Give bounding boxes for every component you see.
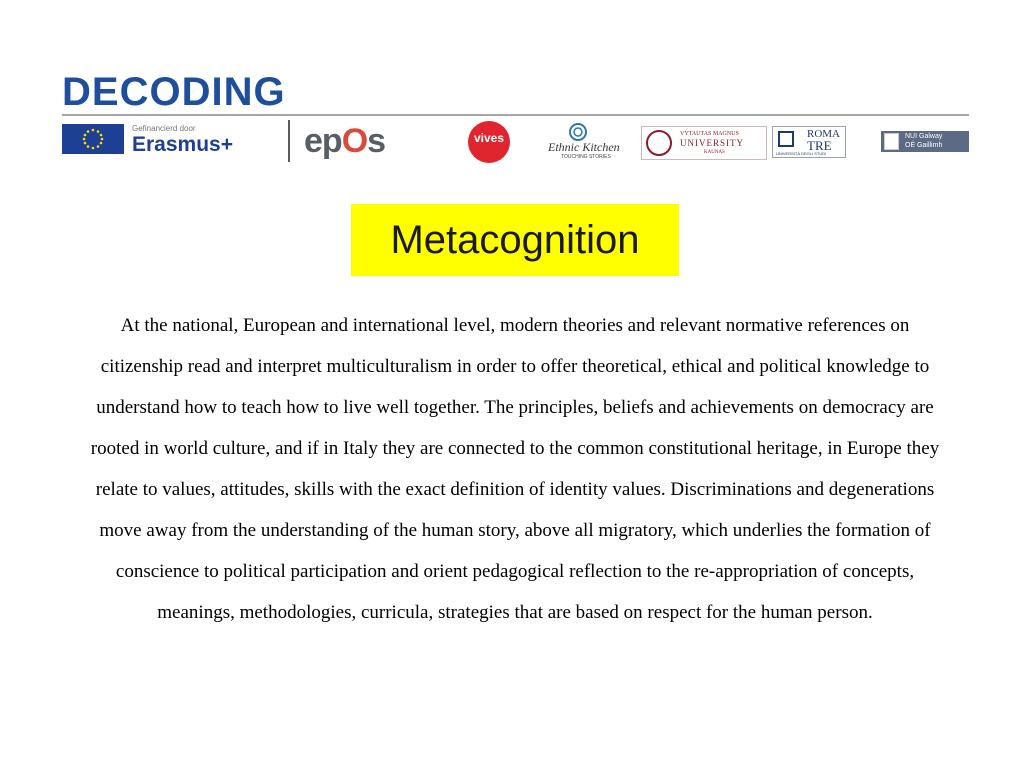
partner-logos <box>0 0 1024 170</box>
erasmus-caption: Gefinancierd door <box>132 124 196 133</box>
roma-tre-logo <box>772 126 846 158</box>
vives-logo: vives <box>468 121 510 163</box>
title-highlight <box>351 204 679 276</box>
ethnic-kitchen-subtitle: TOUCHING STORIES <box>561 154 611 160</box>
roma-tre-line1: ROMA <box>807 128 841 140</box>
vmu-line1: VYTAUTAS MAGNUS <box>680 131 739 137</box>
epos-logo <box>304 122 385 161</box>
logo-separator <box>288 120 290 162</box>
epos-o: O <box>341 122 368 160</box>
ethnic-kitchen-icon <box>566 122 590 142</box>
nui-line2: OÉ Gaillimh <box>905 142 943 149</box>
erasmus-logo: Erasmus+ <box>132 133 233 156</box>
nui-galway-logo <box>881 131 969 152</box>
slide-title: Metacognition <box>390 217 640 262</box>
roma-tre-icon <box>778 131 794 147</box>
vmu-line2: UNIVERSITY <box>680 138 744 148</box>
ethnic-kitchen-logo: Ethnic Kitchen <box>548 140 620 154</box>
epos-prefix: ep <box>304 122 342 160</box>
roma-tre-sub: UNIVERSITÀ DEGLI STUDI <box>776 151 827 156</box>
nui-crest-icon <box>884 133 899 150</box>
vmu-logo <box>641 126 767 160</box>
eu-flag-icon <box>62 124 124 154</box>
nui-line1: NUI Galway <box>905 133 943 140</box>
epos-suffix: s <box>367 122 386 160</box>
slide-body-text: At the national, European and international level, modern theories and relevant normative references on citizenship read and interpret multiculturalism in order to offer theoretical, ethical and political knowledge to understand how to teach how to live well together. The principles, beliefs and achievements on democracy are rooted in world culture, and if in Italy they are connected to the common constitutional heritage, in Europe they relate to values, attitudes, skills with the exact definition of identity values. Discriminations and degenerations move away from the understanding of the human story, above all migratory, which underlies the formation of conscience to political participation and orient pedagogical reflection to the re-appropriation of concepts, meanings, methodologies, curricula, strategies that are based on respect for the human person. <box>90 315 940 623</box>
vmu-line3: KAUNAS <box>704 150 725 155</box>
brand-title: DECODING <box>62 70 286 114</box>
vmu-seal-icon <box>646 130 672 156</box>
roma-tre-line2: TRE <box>807 138 832 153</box>
